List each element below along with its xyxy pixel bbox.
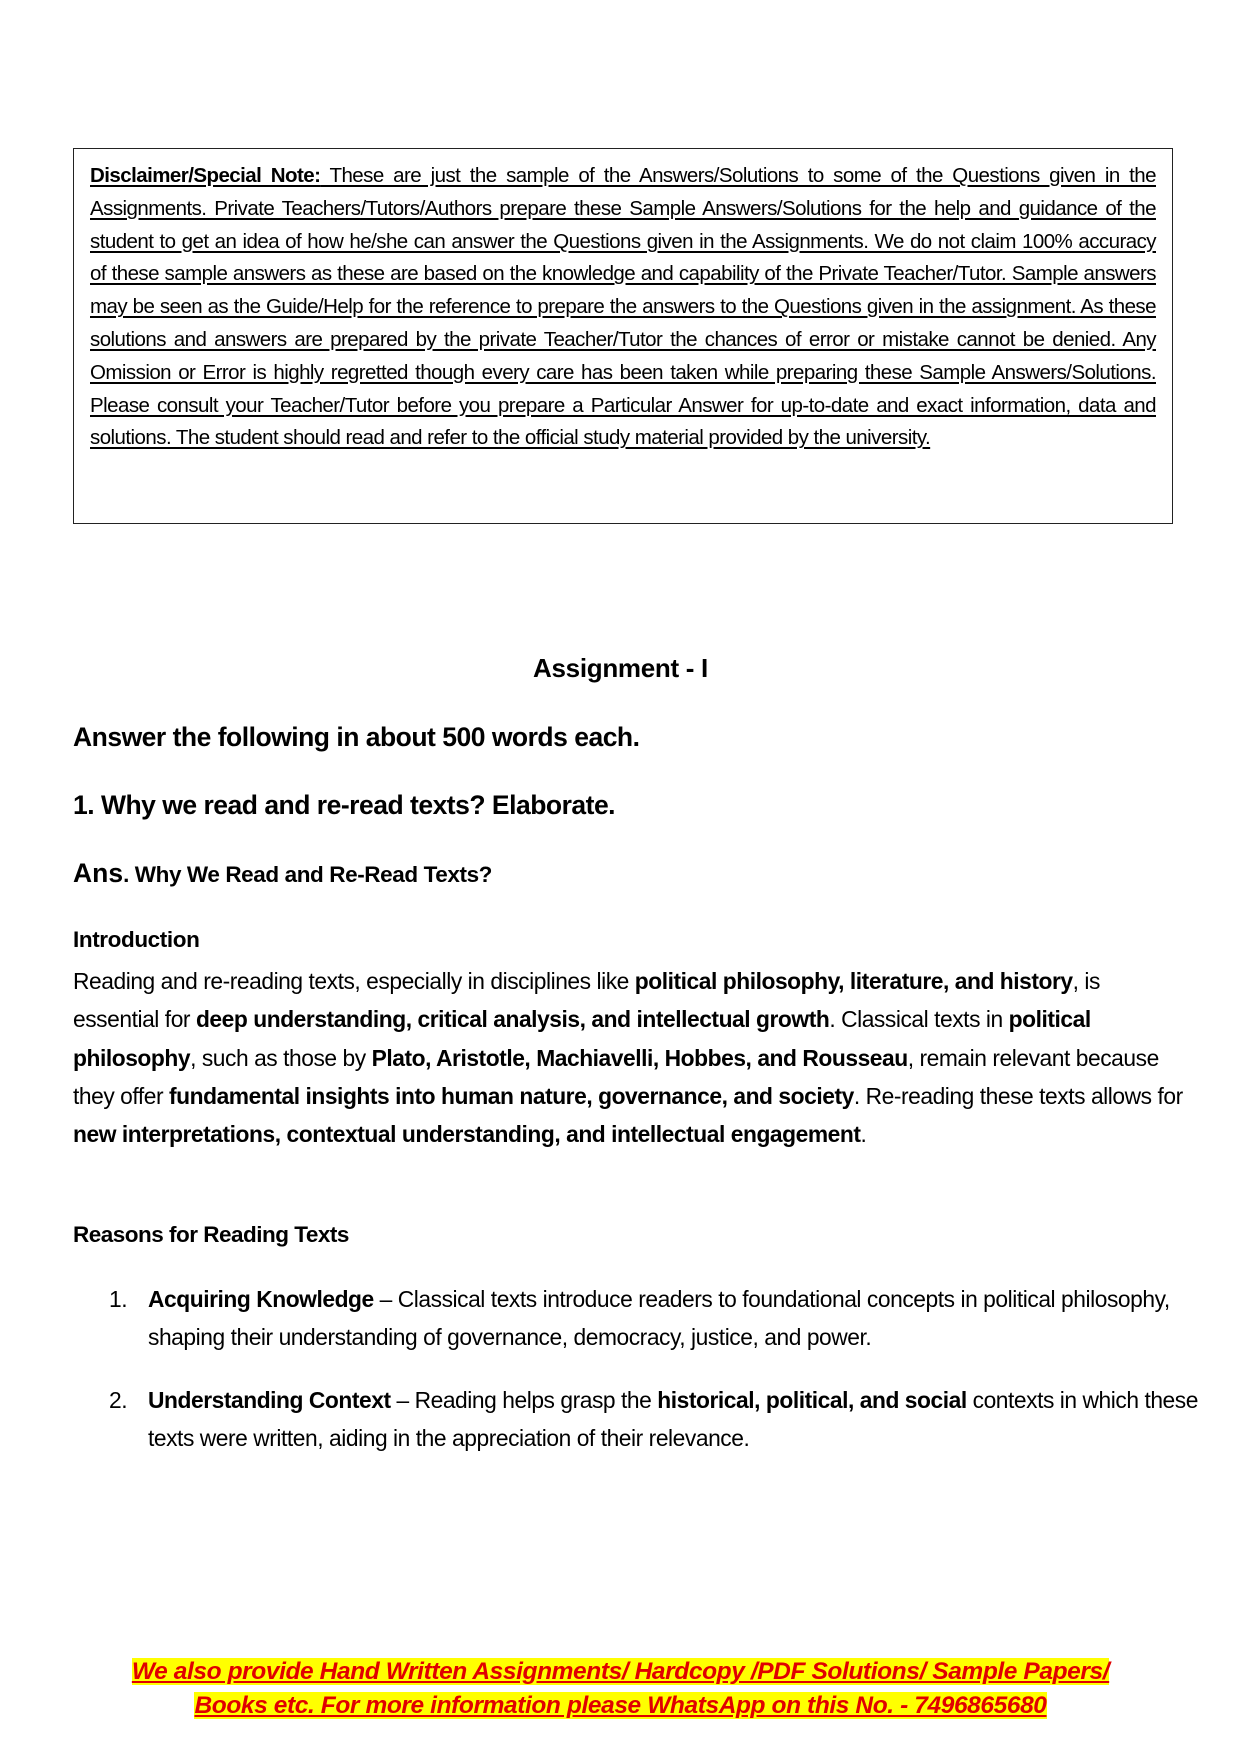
reason-bold-segment: Understanding Context: [148, 1386, 391, 1413]
reasons-heading: Reasons for Reading Texts: [73, 1222, 349, 1247]
disclaimer-box: [73, 148, 1173, 524]
reason-segment: – Reading helps grasp the: [390, 1386, 658, 1413]
introduction-heading: Introduction: [73, 927, 200, 952]
introduction-paragraph: [73, 962, 1183, 1153]
reasons-list: [73, 1280, 1198, 1481]
footer-promo: [0, 1655, 1241, 1723]
intro-segment: , is essential for: [73, 968, 1100, 1033]
intro-bold-segment: political philosophy: [73, 1006, 1091, 1071]
intro-segment: , remain relevant because they offer: [73, 1044, 1159, 1109]
assignment-title: Assignment - I: [533, 653, 708, 683]
intro-segment: , such as those by: [190, 1044, 372, 1071]
intro-segment: . Re-reading these texts allows for: [853, 1082, 1183, 1109]
disclaimer-body: These are just the sample of the Answers/Solutions to some of the Questions given in the Assignments. Private Teachers/Tutors/Authors prepare these Sample Answers/Solutions for the help and guidance of the student to get an idea of how he/she can answer the Questions given in the Assignments. We do not claim 100% accuracy of these sample answers as these are based on the knowledge and capability of the Private Teacher/Tutor. Sample answers may be seen as the Guide/Help for the reference to prepare the answers to the Questions given in the assignment. As these solutions and answers are prepared by the private Teacher/Tutor the chances of error or mistake cannot be denied. Any Omission or Error is highly regretted though every care has been taken while preparing these Sample Answers/Solutions. Please consult your Teacher/Tutor before you prepare a Particular Answer for up-to-date and exact information, data and solutions. The student should read and refer to the official study material provided by the university.: [90, 164, 1156, 450]
answer-heading: [73, 858, 492, 889]
answer-label: Ans: [73, 858, 124, 888]
footer-line-2: Books etc. For more information please WhatsApp on this No. - 7496865680: [194, 1692, 1047, 1719]
reason-number: 2.: [109, 1386, 128, 1413]
reason-bold-segment: historical, political, and social: [657, 1386, 967, 1413]
intro-segment: Reading and re-reading texts, especially in disciplines like: [73, 968, 635, 994]
intro-segment: .: [860, 1121, 867, 1148]
reason-item: [73, 1381, 1218, 1458]
reason-segment: contexts in which these texts were written, aiding in the appreciation of their relevance.: [148, 1386, 1198, 1451]
disclaimer-lead: Disclaimer/Special Note:: [90, 164, 321, 187]
reason-segment: – Classical texts introduce readers to foundational concepts in political philosophy, shaping their understanding of governance, democracy, justice, and power.: [148, 1286, 1170, 1351]
answer-title: Why We Read and Re-Read Texts?: [134, 862, 493, 887]
reason-number: 1.: [109, 1286, 128, 1312]
intro-bold-segment: Plato, Aristotle, Machiavelli, Hobbes, and Rousseau: [371, 1044, 908, 1071]
disclaimer-text: [90, 160, 1156, 455]
intro-bold-segment: deep understanding, critical analysis, and intellectual growth: [195, 1006, 830, 1033]
footer-line-1: We also provide Hand Written Assignments/ Hardcopy /PDF Solutions/ Sample Papers/: [131, 1658, 1110, 1685]
instruction: Answer the following in about 500 words each.: [73, 722, 640, 752]
intro-bold-segment: fundamental insights into human nature, governance, and society: [169, 1082, 854, 1109]
answer-sep: .: [123, 862, 135, 887]
reason-bold-segment: Acquiring Knowledge: [148, 1286, 374, 1312]
intro-bold-segment: political philosophy, literature, and history: [634, 968, 1073, 994]
intro-segment: . Classical texts in: [829, 1006, 1009, 1033]
intro-bold-segment: new interpretations, contextual understanding, and intellectual engagement: [73, 1121, 861, 1148]
question-1: 1. Why we read and re-read texts? Elaborate.: [73, 790, 616, 820]
reason-item: [73, 1280, 1218, 1357]
